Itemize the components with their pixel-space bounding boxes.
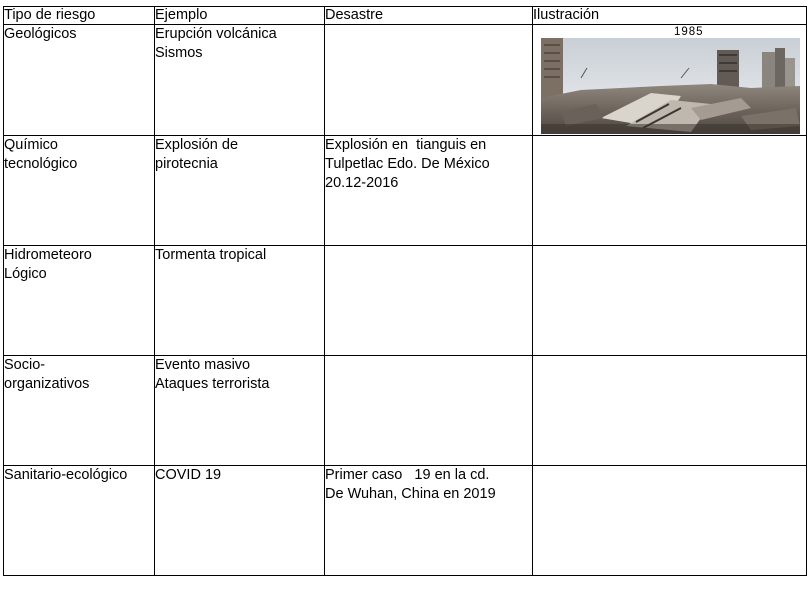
example-line: Explosión de — [155, 137, 239, 153]
disaster-cell — [325, 136, 533, 246]
risk-type-label: Químico — [4, 137, 58, 153]
table-row — [4, 246, 807, 356]
earthquake-photo — [541, 38, 800, 134]
risk-type-label: Hidrometeoro — [4, 247, 92, 263]
example-line: Ataques terrorista — [155, 376, 270, 392]
example-cell — [155, 136, 325, 246]
header-disaster: Desastre — [325, 7, 533, 25]
risk-type-label: organizativos — [4, 376, 90, 392]
risk-type-label: Sanitario-ecológico — [4, 467, 128, 483]
risk-type-label: Socio- — [4, 357, 46, 373]
example-cell — [155, 466, 325, 576]
risk-type-cell — [4, 246, 155, 356]
risk-type-cell — [4, 25, 155, 136]
header-illustration: Ilustración — [533, 7, 807, 25]
example-cell — [155, 246, 325, 356]
example-cell — [155, 356, 325, 466]
illustration-cell — [533, 466, 807, 576]
illustration-cell — [533, 136, 807, 246]
disaster-cell — [325, 356, 533, 466]
risk-type-cell — [4, 356, 155, 466]
header-type: Tipo de riesgo — [4, 7, 155, 25]
risk-type-label: Lógico — [4, 266, 47, 282]
header-example: Ejemplo — [155, 7, 325, 25]
illustration-cell — [533, 246, 807, 356]
table-row — [4, 356, 807, 466]
example-line: COVID 19 — [155, 467, 222, 483]
example-line: pirotecnia — [155, 156, 218, 172]
disaster-line: De Wuhan, China en 2019 — [325, 486, 496, 502]
risk-type-cell — [4, 466, 155, 576]
table-row — [4, 25, 807, 136]
disaster-line: 20.12-2016 — [325, 175, 399, 191]
example-line: Evento masivo — [155, 357, 251, 373]
risk-type-cell — [4, 136, 155, 246]
example-line: Tormenta tropical — [155, 247, 267, 263]
disaster-cell — [325, 466, 533, 576]
disaster-line: Tulpetlac Edo. De México — [325, 156, 490, 172]
example-cell — [155, 25, 325, 136]
illustration-cell — [533, 25, 807, 136]
risk-table — [3, 6, 807, 576]
photo-caption: 1985 — [674, 26, 704, 38]
table-row — [4, 136, 807, 246]
example-line: Sismos — [155, 45, 203, 61]
risk-type-label: tecnológico — [4, 156, 78, 172]
illustration-cell — [533, 356, 807, 466]
disaster-cell — [325, 25, 533, 136]
table-row — [4, 466, 807, 576]
risk-type-label: Geológicos — [4, 26, 77, 42]
disaster-line: Primer caso 19 en la cd. — [325, 467, 490, 483]
disaster-line: Explosión en tianguis en — [325, 137, 487, 153]
header-row — [4, 7, 807, 25]
disaster-cell — [325, 246, 533, 356]
example-line: Erupción volcánica — [155, 26, 277, 42]
